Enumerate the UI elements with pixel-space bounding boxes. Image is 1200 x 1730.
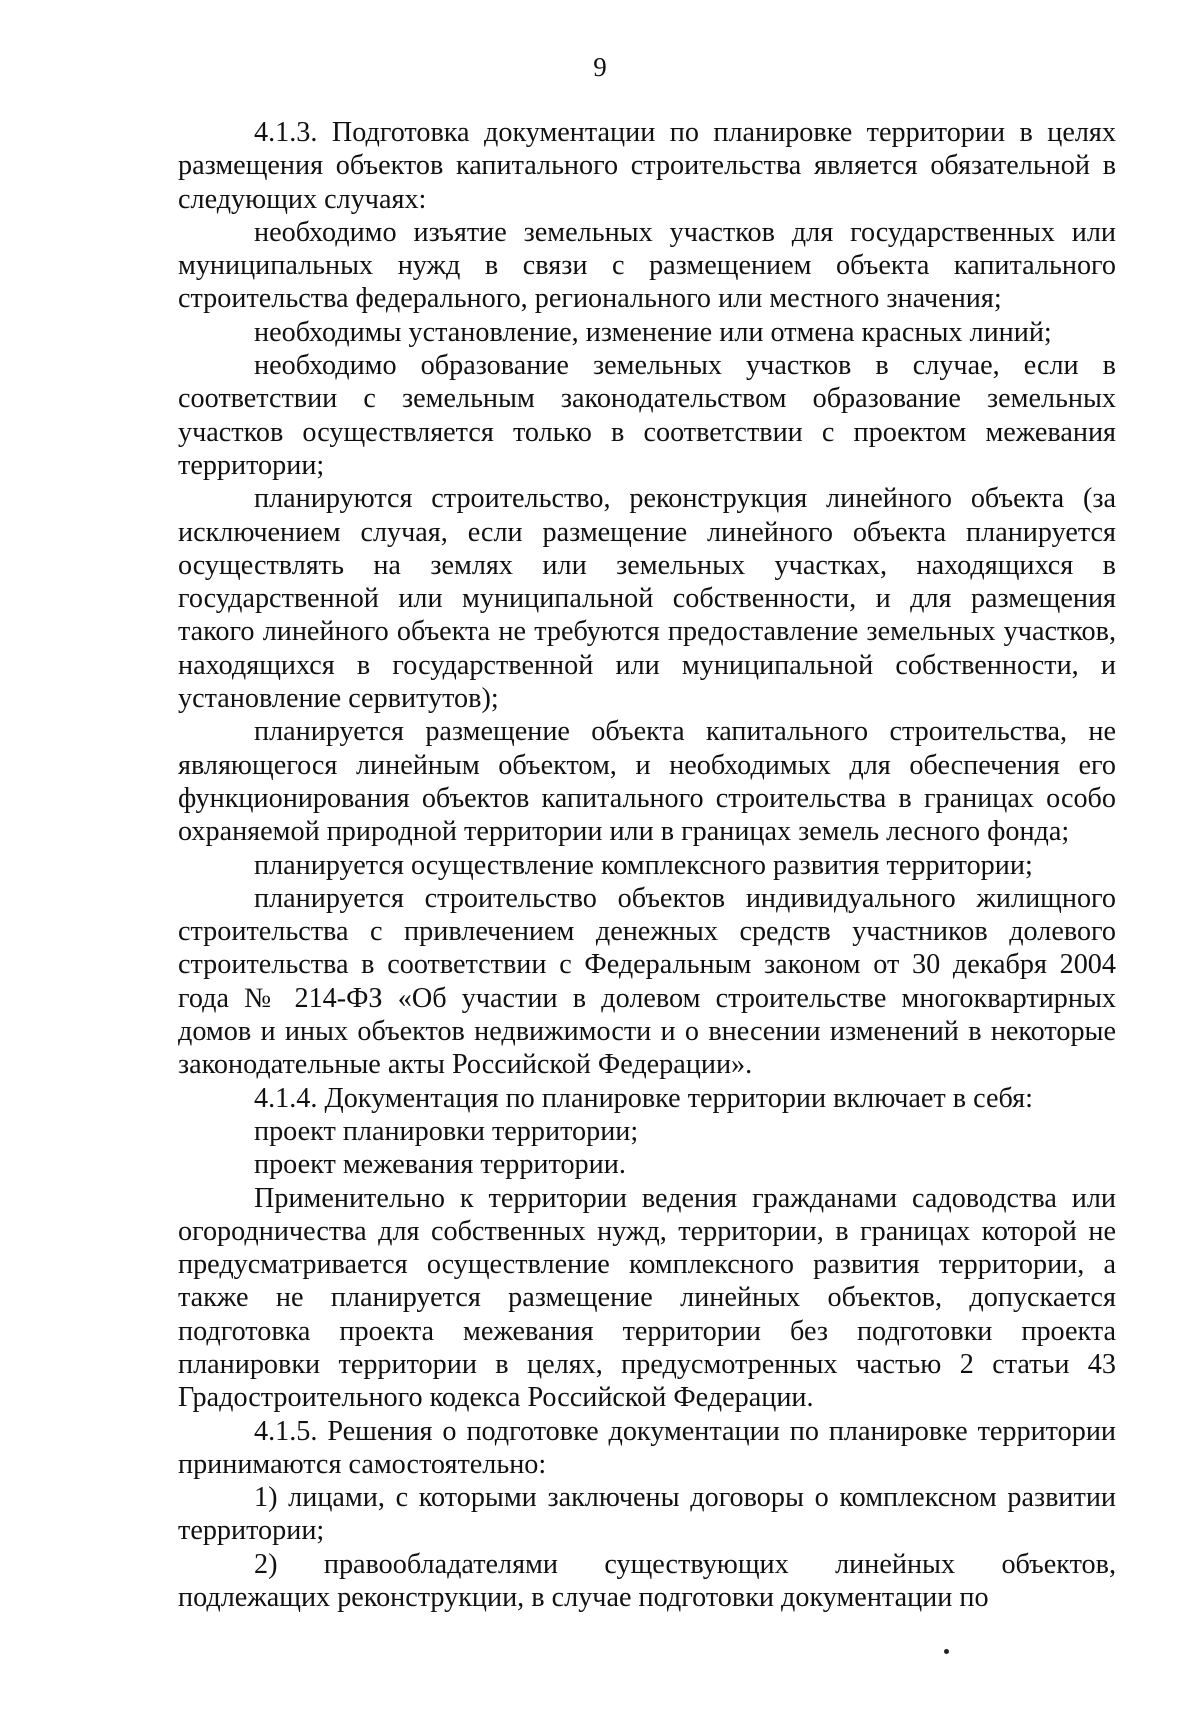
list-item-2: 2) правообладателями существующих линейных объектов, подлежащих реконструкции, в случае подготовки документации по bbox=[178, 1548, 1116, 1614]
paragraph-linear-object: планируются строительство, реконструкция линейного объекта (за исключением случая, если размещение линейного объекта планируется осуществлять на землях или земельных участках, находящихся в государственной или муниципальной собственности, и для размещения такого линейного объекта не требуются предоставление земельных участков, находящихся в государственной или муниципальной собственности, и установление сервитутов); bbox=[178, 483, 1116, 715]
paragraph-complex-development: планируется осуществление комплексного развития территории; bbox=[254, 849, 1033, 881]
paragraph-individual-housing: планируется строительство объектов индивидуального жилищного строительства с привлечением денежных средств участников долевого строительства в соответствии с Федеральным законом от 30 декабря 2004 года № 214-ФЗ «Об участии в долевом строительстве многоквартирных домов и иных объектов недвижимости и о внесении изменений в некоторые законодательные акты Российской Федерации». bbox=[178, 882, 1116, 1081]
page-number: 9 bbox=[593, 52, 607, 82]
paragraph-land-formation: необходимо образование земельных участков в случае, если в соответствии с земельным законодательством образование земельных участков осуществляется только в соответствии с проектом межевания территории; bbox=[178, 350, 1116, 481]
document-body bbox=[178, 116, 1116, 1614]
paragraph-protected-territory: планируется размещение объекта капитального строительства, не являющегося линейным объектом, и необходимых для обеспечения его функционирования объектов капитального строительства в границах особо охраняемой природной территории или в границах земель лесного фонда; bbox=[178, 716, 1116, 848]
paragraph-4-1-3: 4.1.3. Подготовка документации по планировке территории в целях размещения объектов капитального строительства является обязательной в следующих случаях: bbox=[178, 117, 1116, 215]
paragraph-planning-project: проект планировки территории; bbox=[254, 1115, 639, 1147]
paragraph-gardening-territory: Применительно к территории ведения гражданами садоводства или огородничества для собственных нужд, территории, в границах которой не предусматривается осуществление комплексного развития территории, а также не планируется размещение линейных объектов, допускается подготовка проекта межевания территории без подготовки проекта планировки территории в целях, предусмотренных частью 2 статьи 43 Градостроительного кодекса Российской Федерации. bbox=[178, 1182, 1116, 1414]
scan-dot-mark bbox=[944, 1649, 949, 1654]
paragraph-red-lines: необходимы установление, изменение или отмена красных линий; bbox=[254, 316, 1052, 348]
paragraph-4-1-4: 4.1.4. Документация по планировке территории включает в себя: bbox=[254, 1082, 1033, 1114]
paragraph-4-1-5: 4.1.5. Решения о подготовке документации по планировке территории принимаются самостоятельно: bbox=[178, 1415, 1116, 1480]
list-item-1: 1) лицами, с которыми заключены договоры о комплексном развитии территории; bbox=[178, 1482, 1116, 1547]
paragraph-surveying-project: проект межевания территории. bbox=[254, 1149, 626, 1181]
paragraph-land-seizure: необходимо изъятие земельных участков для государственных или муниципальных нужд в связи с размещением объекта капитального строительства федерального, регионального или местного значения; bbox=[178, 216, 1116, 315]
